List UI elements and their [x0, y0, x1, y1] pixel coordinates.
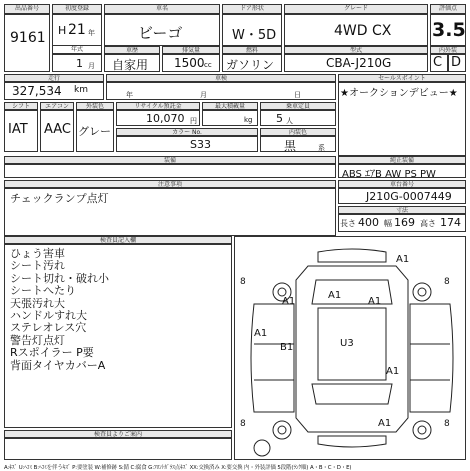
length-value: 400 — [358, 216, 379, 229]
bracket-fr: 8 — [444, 277, 450, 287]
inspector-header: 検査員記入欄 — [4, 236, 232, 244]
recycle-value: 10,070 — [146, 112, 185, 125]
width-value: 169 — [394, 216, 415, 229]
rear-right-wheel — [413, 421, 431, 439]
inspection-cell — [106, 82, 336, 100]
displacement-unit: cc — [204, 61, 212, 69]
height-value: 174 — [440, 216, 461, 229]
list-item: 背面タイヤカバーA — [10, 358, 106, 372]
inspection-extra-cell — [4, 438, 232, 460]
chassis-value: J210G-0007449 — [366, 190, 452, 203]
score-header: 評価点 — [430, 4, 466, 14]
max-load-header: 最大積載量 — [202, 102, 258, 110]
list-item: シート汚れ — [10, 259, 65, 273]
option-header: 純正装備 — [338, 156, 466, 164]
model-year-header: 年式 — [52, 46, 102, 54]
width-label: 幅 — [384, 219, 392, 228]
score-value: 3.5 — [432, 19, 466, 41]
insp-year-unit: 年 — [126, 91, 133, 99]
recycle-unit: 円 — [190, 117, 197, 125]
inspection-header: 車検 — [106, 74, 336, 82]
mark-fr: A1 — [368, 296, 382, 307]
size-header: 寸法 — [338, 206, 466, 214]
legend-text: A:ｷｽﾞ U:ﾍｺﾐ B:ﾍｺﾐを伴うｷｽﾞ P:要塗装 W:補修跡 S:錆 C:腐食 G:ﾌﾛﾝﾄｶﾞﾗｽ点ｷｽﾞ XX:交換済み X:要交換 内・外装評価 5段階(ﾗﾝｸ順) A・B・C・D・E) — [4, 465, 352, 471]
inspection-extra-header: 検査員よりご案内 — [4, 430, 232, 438]
mileage-value: 327,534 — [12, 84, 62, 98]
front-bumper-outline — [318, 249, 386, 262]
model-value: CBA-J210G — [326, 56, 392, 70]
height-label: 高さ — [420, 219, 436, 228]
door-shape-value: W・5D — [232, 28, 277, 43]
inspector-list — [10, 248, 109, 372]
lot-no-value: 9161 — [10, 30, 46, 46]
door-shape-header: ドア形状 — [222, 4, 282, 14]
insp-month-unit: 月 — [200, 91, 207, 99]
car-damage-map — [236, 244, 464, 458]
mark-front: A1 — [396, 254, 410, 265]
color-code-header: カラー No. — [116, 128, 258, 136]
notes-header: 注意事項 — [4, 180, 336, 188]
year-value: 21 — [68, 22, 86, 38]
capacity-value: 5 — [276, 112, 283, 125]
month-value: 1 — [76, 57, 83, 70]
grade-header: グレード — [284, 4, 428, 14]
rear-left-wheel — [273, 421, 291, 439]
sales-point-value: ★オークションデビュー★ — [340, 88, 458, 99]
auction-sheet — [4, 4, 466, 471]
rear-bumper-outline — [318, 436, 386, 447]
era-value: H — [58, 24, 67, 37]
color-value: グレー — [78, 125, 111, 138]
equipment-header: 装備 — [4, 156, 336, 164]
mark-left-front: A1 — [254, 328, 268, 339]
car-name-value: ビーゴ — [138, 24, 183, 42]
mark-rear: A1 — [378, 418, 392, 429]
list-item: ステレオレス穴 — [10, 321, 87, 335]
list-item: シートへたり — [10, 284, 76, 298]
ac-header: エアコン — [40, 102, 74, 110]
shift-value: IAT — [8, 122, 28, 137]
capacity-cell — [260, 110, 336, 126]
body-outline — [296, 266, 408, 432]
list-item: シート切れ・破れ小 — [10, 271, 109, 285]
mark-hood: A1 — [328, 290, 342, 301]
bracket-rl: 8 — [240, 419, 246, 429]
color-header: 外装色 — [76, 102, 114, 110]
load-unit: kg — [244, 116, 253, 124]
list-item: 天張汚れ大 — [10, 296, 65, 310]
int-ext-header: 内外装 — [430, 46, 466, 54]
front-right-wheel — [413, 283, 431, 301]
fuel-value: ガソリン — [226, 58, 275, 72]
chassis-header: 車台番号 — [338, 180, 466, 188]
displacement-value: 1500 — [174, 56, 205, 70]
ac-value: AAC — [44, 122, 71, 137]
right-side-outline — [410, 304, 453, 412]
usage-header: 車歴 — [104, 46, 160, 54]
list-item: ハンドルすれ大 — [10, 309, 87, 323]
spare-tire — [254, 440, 270, 456]
recycle-header: リサイクル預託金 — [116, 102, 200, 110]
model-header: 型式 — [284, 46, 428, 54]
capacity-header: 乗車定員 — [260, 102, 336, 110]
interior-color-value: 黒 — [284, 139, 297, 153]
fuel-header: 燃料 — [222, 46, 282, 54]
mark-left-rear: B1 — [280, 342, 294, 353]
grade-value: 4WD CX — [334, 23, 392, 39]
notes-value: チェックランプ点灯 — [10, 192, 109, 205]
interior-color-header: 内装色 — [260, 128, 336, 136]
year-unit: 年 — [88, 29, 95, 37]
car-name-header: 車名 — [104, 4, 220, 14]
left-side-outline — [251, 304, 294, 412]
interior-color-unit: 系 — [318, 144, 325, 152]
rear-window-outline — [312, 384, 392, 404]
displacement-header: 排気量 — [162, 46, 220, 54]
mileage-unit: km — [74, 85, 88, 95]
bracket-rr: 8 — [444, 419, 450, 429]
exterior-score-value: D — [451, 55, 462, 70]
insp-day-unit: 日 — [294, 91, 301, 99]
length-label: 長さ — [340, 219, 356, 228]
list-item: 警告灯点灯 — [10, 333, 65, 347]
capacity-unit: 人 — [286, 117, 293, 125]
mark-rear-right: A1 — [386, 366, 400, 377]
equipment-cell — [4, 164, 336, 178]
lot-no-header: 出品番号 — [4, 4, 50, 14]
list-item: Rスポイラー P要 — [10, 346, 94, 360]
usage-value: 自家用 — [112, 58, 149, 72]
sales-point-header: セールスポイント — [338, 74, 466, 82]
mark-fl: A1 — [282, 296, 296, 307]
bracket-fl: 8 — [240, 277, 246, 287]
mark-center-roof: U3 — [340, 338, 354, 349]
first-reg-header: 初度登録 — [52, 4, 102, 14]
color-code-value: S33 — [190, 138, 211, 151]
shift-header: シフト — [4, 102, 38, 110]
color-code-cell — [116, 136, 258, 152]
list-item: ひょう害車 — [10, 247, 65, 260]
month-unit: 月 — [88, 62, 95, 70]
equipment-value: ABS ｴｱB AW PS PW — [342, 169, 436, 180]
interior-score-value: C — [433, 55, 443, 70]
mileage-header: 走行 — [4, 74, 104, 82]
